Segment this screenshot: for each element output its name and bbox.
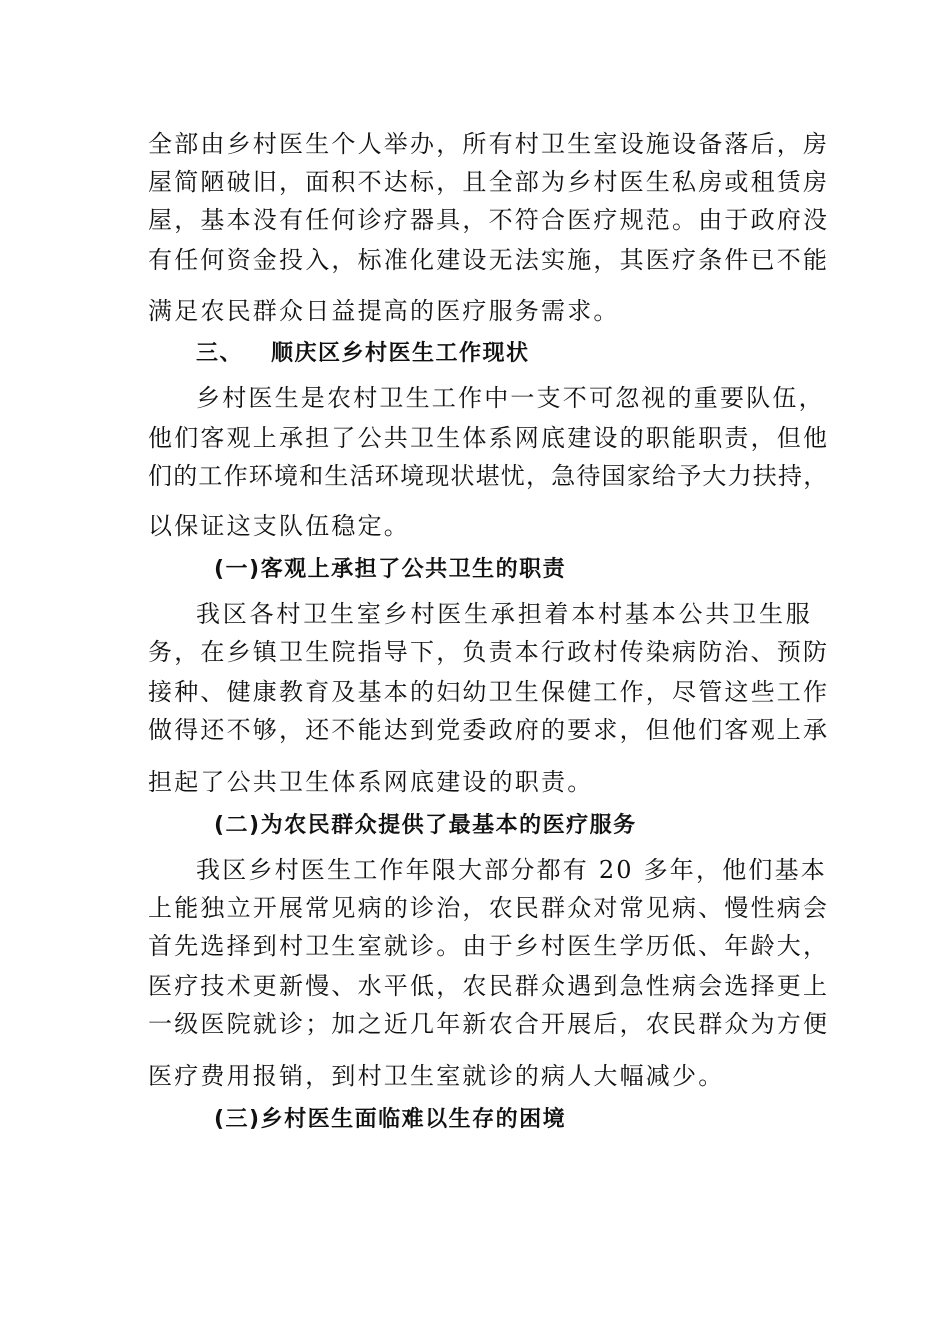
para1-line-3: 屋，基本没有任何诊疗器具，不符合医疗规范。由于政府没 bbox=[148, 206, 830, 234]
subsection-heading-1: (一)客观上承担了公共卫生的职责 bbox=[214, 557, 567, 582]
para4-line-1: 我区乡村医生工作年限大部分都有 20 多年，他们基本 bbox=[196, 856, 827, 884]
para1-line-5: 满足农民群众日益提高的医疗服务需求。 bbox=[148, 297, 620, 325]
para2-line-4: 以保证这支队伍稳定。 bbox=[148, 512, 410, 540]
para1-line-2: 屋简陋破旧，面积不达标，且全部为乡村医生私房或租赁房 bbox=[148, 168, 830, 196]
para3-line-3: 接种、健康教育及基本的妇幼卫生保健工作，尽管这些工作 bbox=[148, 678, 830, 706]
para2-line-1: 乡村医生是农村卫生工作中一支不可忽视的重要队伍， bbox=[196, 384, 825, 412]
para4-line-5: 一级医院就诊；加之近几年新农合开展后，农民群众为方便 bbox=[148, 1010, 830, 1038]
para4-line-4: 医疗技术更新慢、水平低，农民群众遇到急性病会选择更上 bbox=[148, 972, 830, 1000]
para1-line-4: 有任何资金投入，标准化建设无法实施，其医疗条件已不能 bbox=[148, 246, 830, 274]
section-number: 三、 bbox=[196, 341, 244, 366]
subsection-heading-2: (二)为农民群众提供了最基本的医疗服务 bbox=[214, 813, 637, 838]
para4-line-6: 医疗费用报销，到村卫生室就诊的病人大幅减少。 bbox=[148, 1062, 725, 1090]
section-heading bbox=[196, 340, 530, 368]
section-title: 顺庆区乡村医生工作现状 bbox=[271, 341, 530, 366]
para3-line-5: 担起了公共卫生体系网底建设的职责。 bbox=[148, 768, 594, 796]
para1-line-1: 全部由乡村医生个人举办，所有村卫生室设施设备落后，房 bbox=[148, 130, 830, 158]
para3-line-4: 做得还不够，还不能达到党委政府的要求，但他们客观上承 bbox=[148, 716, 830, 744]
para2-line-3: 们的工作环境和生活环境现状堪忧，急待国家给予大力扶持， bbox=[148, 462, 829, 490]
para4-line-2: 上能独立开展常见病的诊治，农民群众对常见病、慢性病会 bbox=[148, 894, 830, 922]
para3-line-1: 我区各村卫生室乡村医生承担着本村基本公共卫生服 bbox=[196, 600, 812, 628]
subsection-heading-3: (三)乡村医生面临难以生存的困境 bbox=[214, 1107, 567, 1132]
para2-line-2: 他们客观上承担了公共卫生体系网底建设的职能职责，但他 bbox=[148, 424, 830, 452]
para4-line-3: 首先选择到村卫生室就诊。由于乡村医生学历低、年龄大， bbox=[148, 932, 830, 960]
para3-line-2: 务，在乡镇卫生院指导下，负责本行政村传染病防治、预防 bbox=[148, 638, 830, 666]
